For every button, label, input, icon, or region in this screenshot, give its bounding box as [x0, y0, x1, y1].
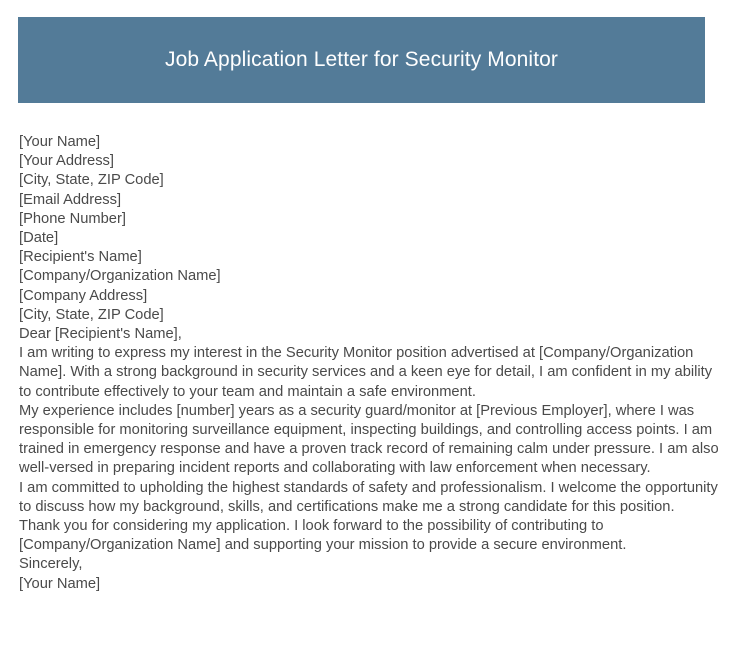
- recipient-line-address: [Company Address]: [19, 287, 148, 304]
- letter-body: [19, 133, 720, 594]
- letter-paragraph-closing-thanks: Thank you for considering my application. I look forward to the possibility of contributing to [Company/Organization Name] and supporting your mission to provide a secure environment.: [19, 518, 627, 554]
- sender-line-city-state-zip: [City, State, ZIP Code]: [19, 172, 164, 189]
- sender-line-name: [Your Name]: [19, 134, 101, 150]
- page-title: Job Application Letter for Security Monitor: [165, 48, 558, 72]
- letter-paragraph-experience: My experience includes [number] years as a security guard/monitor at [Previous Employer], where I was responsible for monitoring surveillance equipment, inspecting buildings, and controlling access points. I am trained in emergency response and have a proven track record of remaining calm under pressure. I am also well-versed in preparing incident reports and collaborating with law enforcement when necessary.: [19, 402, 719, 477]
- document-header-banner: [18, 17, 705, 103]
- closing-salutation: Sincerely,: [19, 556, 83, 573]
- signature-name: [Your Name]: [19, 575, 101, 592]
- sender-line-email: [Email Address]: [19, 191, 122, 208]
- sender-line-date: [Date]: [19, 230, 59, 247]
- recipient-line-company: [Company/Organization Name]: [19, 268, 221, 285]
- recipient-line-name: [Recipient's Name]: [19, 249, 142, 266]
- recipient-address-block: [19, 248, 720, 325]
- sender-line-phone: [Phone Number]: [19, 210, 126, 227]
- sender-address-block: [19, 133, 720, 248]
- sender-line-address: [Your Address]: [19, 153, 114, 170]
- letter-paragraph-intro: I am writing to express my interest in the Security Monitor position advertised at [Company/Organization Name]. With a strong background in security services and a keen eye for detail, I am confident in my ability to contribute effectively to your team and maintain a safe environment.: [19, 345, 713, 400]
- letter-paragraph-commitment: I am committed to upholding the highest standards of safety and professionalism. I welcome the opportunity to discuss how my background, skills, and certifications make me a strong candidate for this position.: [19, 479, 718, 515]
- recipient-line-city-state-zip: [City, State, ZIP Code]: [19, 306, 164, 323]
- salutation: Dear [Recipient's Name],: [19, 326, 182, 343]
